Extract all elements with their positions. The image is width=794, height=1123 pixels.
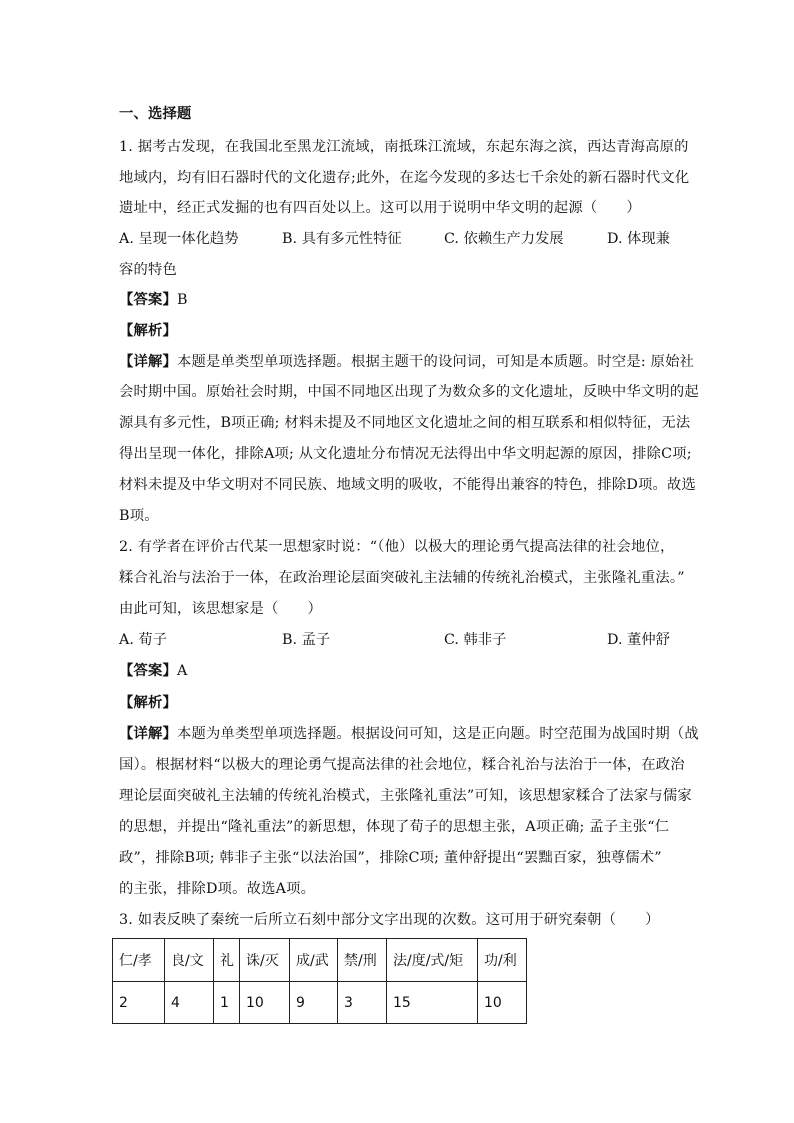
table-cell: 2 — [113, 982, 165, 1024]
table-header-cell: 功/利 — [478, 939, 527, 982]
q2-analysis-label: 【解析】 — [119, 695, 177, 711]
q1-answer-line — [119, 290, 188, 310]
q1-option-d: D. 体现兼 — [607, 231, 670, 247]
q1-stem-line-3: 遗址中，经正式发掘的也有四百处以上。这可以用于说明中华文明的起源（ ） — [119, 200, 641, 216]
q3-stem-line-1: 3. 如表反映了秦统一后所立石刻中部分文字出现的次数。这可用于研究秦朝（ ） — [119, 912, 660, 928]
q1-analysis-label: 【解析】 — [119, 323, 177, 339]
q2-option-d: D. 董仲舒 — [607, 632, 670, 648]
q2-answer-line — [119, 661, 188, 681]
q2-detail-line-2: 国）。根据材料“以极大的理论勇气提高法律的社会地位，糅合礼治与法治于一体，在政治 — [119, 757, 685, 773]
q1-answer-value: B — [177, 292, 188, 308]
q2-detail-line-3: 理论层面突破礼主法辅的传统礼治模式，主张隆礼重法”可知，该思想家糅合了法家与儒家 — [119, 788, 692, 804]
q1-detail-line-6: B项。 — [119, 508, 159, 524]
table-header-row — [113, 939, 527, 982]
q1-stem-line-1: 1. 据考古发现，在我国北至黑龙江流域，南抵珠江流域，东起东海之滨，西达青海高原的 — [119, 139, 689, 155]
table-cell: 10 — [478, 982, 527, 1024]
q2-detail-line-1 — [119, 724, 699, 744]
q1-stem-line-2: 地域内，均有旧石器时代的文化遗存;此外，在迄今发现的多达七千余处的新石器时代文化 — [119, 170, 690, 186]
q1-option-d-cont: 容的特色 — [119, 262, 177, 278]
answer-label: 【答案】 — [119, 292, 177, 308]
section-title: 一、选择题 — [119, 106, 192, 122]
q3-frequency-table — [112, 938, 527, 1024]
q2-option-c: C. 韩非子 — [444, 632, 507, 648]
q1-detail-text-1: 本题是单类型单项选择题。根据主题干的设问词，可知是本质题。时空是: 原始社 — [177, 354, 695, 370]
table-cell: 1 — [214, 982, 240, 1024]
q1-detail-line-5: 材料未提及中华文明对不同民族、地域文明的吸收，不能得出兼容的特色，排除D项。故选 — [119, 477, 697, 493]
q1-detail-line-4: 得出呈现一体化，排除A项; 从文化遗址分布情况无法得出中华文明起源的原因，排除C项; — [119, 446, 692, 462]
table-header-cell: 诛/灭 — [240, 939, 290, 982]
table-cell: 10 — [240, 982, 290, 1024]
table-header-cell: 法/度/式/矩 — [387, 939, 478, 982]
q1-option-b: B. 具有多元性特征 — [282, 231, 402, 247]
q2-stem-line-3: 由此可知，该思想家是（ ） — [119, 601, 322, 617]
q2-detail-line-5: 政”，排除B项; 韩非子主张“以法治国”，排除C项; 董仲舒提出“罢黜百家，独尊儒术” — [119, 850, 662, 866]
q2-detail-text-1: 本题为单类型单项选择题。根据设问可知，这是正向题。时空范围为战国时期（战 — [177, 726, 699, 742]
q2-stem-line-1: 2. 有学者在评价古代某一思想家时说：“（他）以极大的理论勇气提高法律的社会地位， — [119, 539, 675, 555]
q2-answer-value: A — [177, 663, 188, 679]
q1-detail-line-1 — [119, 352, 694, 372]
table-cell: 15 — [387, 982, 478, 1024]
table-cell: 4 — [165, 982, 214, 1024]
table-header-cell: 仁/孝 — [113, 939, 165, 982]
q1-detail-line-2: 会时期中国。原始社会时期，中国不同地区出现了为数众多的文化遗址，反映中华文明的起 — [119, 384, 699, 400]
detail-label: 【详解】 — [119, 354, 177, 370]
table-header-cell: 成/武 — [290, 939, 338, 982]
table-row — [113, 982, 527, 1024]
q2-option-b: B. 孟子 — [282, 632, 331, 648]
q2-option-a: A. 荀子 — [119, 632, 168, 648]
table-cell: 9 — [290, 982, 338, 1024]
table-header-cell: 良/文 — [165, 939, 214, 982]
q2-stem-line-2: 糅合礼治与法治于一体，在政治理论层面突破礼主法辅的传统礼治模式，主张隆礼重法。” — [119, 570, 685, 586]
q2-detail-line-6: 的主张，排除D项。故选A项。 — [119, 881, 316, 897]
table-cell: 3 — [338, 982, 387, 1024]
q2-detail-line-4: 的思想，并提出“隆礼重法”的新思想，体现了荀子的思想主张，A项正确; 孟子主张“仁 — [119, 819, 670, 835]
q1-option-a: A. 呈现一体化趋势 — [119, 231, 239, 247]
q1-option-c: C. 依赖生产力发展 — [444, 231, 564, 247]
table-header-cell: 禁/刑 — [338, 939, 387, 982]
detail-label: 【详解】 — [119, 726, 177, 742]
table-header-cell: 礼 — [214, 939, 240, 982]
q1-detail-line-3: 源具有多元性，B项正确; 材料未提及不同地区文化遗址之间的相互联系和相似特征，无法 — [119, 415, 691, 431]
answer-label: 【答案】 — [119, 663, 177, 679]
